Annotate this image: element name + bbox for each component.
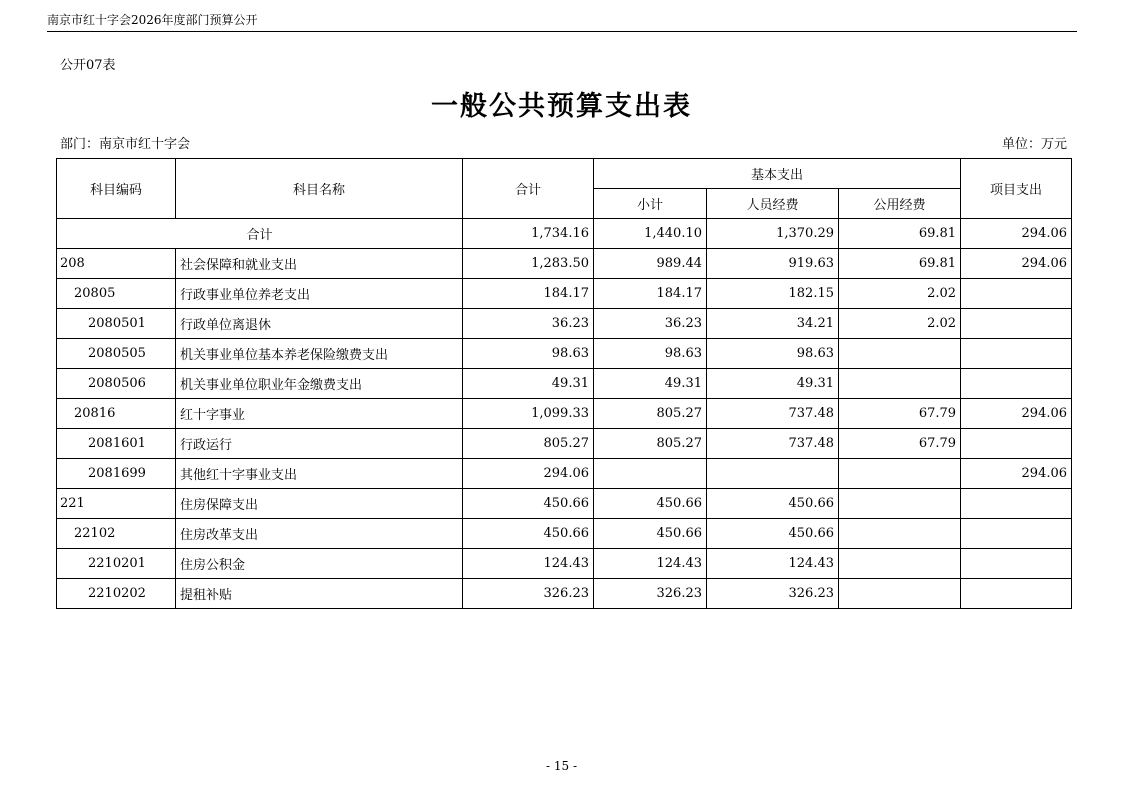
- cell-name: 行政运行: [176, 429, 463, 459]
- running-header: 南京市红十字会2026年度部门预算公开: [47, 13, 258, 27]
- cell-project: [961, 579, 1072, 609]
- cell-total: 1,283.50: [463, 249, 594, 279]
- cell-code: 20816: [57, 399, 176, 429]
- cell-public: 69.81: [839, 249, 961, 279]
- header-personnel: 人员经费: [707, 189, 839, 219]
- cell-total: 450.66: [463, 489, 594, 519]
- cell-personnel: 182.15: [707, 279, 839, 309]
- cell-subtotal: 49.31: [594, 369, 707, 399]
- total-row: [57, 219, 1072, 249]
- cell-code: 20805: [57, 279, 176, 309]
- cell-subtotal: 989.44: [594, 249, 707, 279]
- cell-name: 其他红十字事业支出: [176, 459, 463, 489]
- cell-code: 208: [57, 249, 176, 279]
- cell-public: 2.02: [839, 309, 961, 339]
- total-total: 1,734.16: [463, 219, 594, 249]
- header-subtotal: 小计: [594, 189, 707, 219]
- cell-personnel: 98.63: [707, 339, 839, 369]
- cell-subtotal: 450.66: [594, 489, 707, 519]
- table-row: [57, 579, 1072, 609]
- cell-subtotal: [594, 459, 707, 489]
- cell-personnel: 49.31: [707, 369, 839, 399]
- cell-public: 67.79: [839, 429, 961, 459]
- cell-project: [961, 519, 1072, 549]
- cell-subtotal: 98.63: [594, 339, 707, 369]
- cell-name: 住房公积金: [176, 549, 463, 579]
- cell-code: 2210202: [57, 579, 176, 609]
- page-title: 一般公共预算支出表: [431, 91, 692, 122]
- cell-personnel: 124.43: [707, 549, 839, 579]
- cell-public: [839, 459, 961, 489]
- cell-total: 124.43: [463, 549, 594, 579]
- cell-total: 294.06: [463, 459, 594, 489]
- cell-project: [961, 309, 1072, 339]
- cell-name: 住房保障支出: [176, 489, 463, 519]
- page-number: - 15 -: [545, 759, 577, 773]
- cell-name: 社会保障和就业支出: [176, 249, 463, 279]
- table-row: [57, 549, 1072, 579]
- cell-total: 805.27: [463, 429, 594, 459]
- header-project: 项目支出: [961, 159, 1072, 219]
- cell-personnel: 737.48: [707, 429, 839, 459]
- cell-code: 2081699: [57, 459, 176, 489]
- table-row: [57, 459, 1072, 489]
- cell-public: [839, 549, 961, 579]
- cell-code: 2081601: [57, 429, 176, 459]
- cell-total: 450.66: [463, 519, 594, 549]
- cell-name: 机关事业单位基本养老保险缴费支出: [176, 339, 463, 369]
- total-label: 合计: [57, 219, 463, 249]
- table-row: [57, 489, 1072, 519]
- cell-project: 294.06: [961, 459, 1072, 489]
- cell-project: 294.06: [961, 399, 1072, 429]
- cell-personnel: 450.66: [707, 519, 839, 549]
- cell-project: [961, 279, 1072, 309]
- total-public: 69.81: [839, 219, 961, 249]
- cell-public: [839, 579, 961, 609]
- cell-personnel: 326.23: [707, 579, 839, 609]
- cell-name: 住房改革支出: [176, 519, 463, 549]
- cell-subtotal: 805.27: [594, 429, 707, 459]
- table-row: [57, 519, 1072, 549]
- cell-subtotal: 326.23: [594, 579, 707, 609]
- department-label: 部门：南京市红十字会: [60, 137, 191, 152]
- cell-public: [839, 519, 961, 549]
- header-rule: [47, 31, 1077, 32]
- cell-code: 221: [57, 489, 176, 519]
- cell-subtotal: 450.66: [594, 519, 707, 549]
- cell-code: 2080501: [57, 309, 176, 339]
- cell-total: 49.31: [463, 369, 594, 399]
- cell-project: [961, 489, 1072, 519]
- cell-code: 2080506: [57, 369, 176, 399]
- table-row: [57, 279, 1072, 309]
- table-number: 公开07表: [60, 58, 116, 73]
- cell-personnel: 919.63: [707, 249, 839, 279]
- table-row: [57, 369, 1072, 399]
- cell-total: 1,099.33: [463, 399, 594, 429]
- budget-table: [56, 158, 1072, 609]
- cell-total: 184.17: [463, 279, 594, 309]
- cell-name: 提租补贴: [176, 579, 463, 609]
- cell-name: 行政单位离退休: [176, 309, 463, 339]
- header-row: [57, 159, 1072, 189]
- table-row: [57, 399, 1072, 429]
- cell-subtotal: 805.27: [594, 399, 707, 429]
- cell-public: 67.79: [839, 399, 961, 429]
- cell-public: [839, 489, 961, 519]
- total-project: 294.06: [961, 219, 1072, 249]
- table-row: [57, 309, 1072, 339]
- total-personnel: 1,370.29: [707, 219, 839, 249]
- cell-code: 22102: [57, 519, 176, 549]
- cell-public: 2.02: [839, 279, 961, 309]
- cell-subtotal: 124.43: [594, 549, 707, 579]
- table-row: [57, 339, 1072, 369]
- cell-personnel: 737.48: [707, 399, 839, 429]
- cell-subtotal: 36.23: [594, 309, 707, 339]
- cell-public: [839, 369, 961, 399]
- cell-project: [961, 369, 1072, 399]
- cell-name: 机关事业单位职业年金缴费支出: [176, 369, 463, 399]
- cell-project: [961, 429, 1072, 459]
- header-total: 合计: [463, 159, 594, 219]
- header-public: 公用经费: [839, 189, 961, 219]
- cell-personnel: 34.21: [707, 309, 839, 339]
- cell-project: 294.06: [961, 249, 1072, 279]
- cell-total: 98.63: [463, 339, 594, 369]
- header-name: 科目名称: [176, 159, 463, 219]
- cell-public: [839, 339, 961, 369]
- header-code: 科目编码: [57, 159, 176, 219]
- cell-total: 326.23: [463, 579, 594, 609]
- cell-code: 2080505: [57, 339, 176, 369]
- cell-total: 36.23: [463, 309, 594, 339]
- cell-name: 红十字事业: [176, 399, 463, 429]
- table-row: [57, 249, 1072, 279]
- total-subtotal: 1,440.10: [594, 219, 707, 249]
- header-basic: 基本支出: [594, 159, 961, 189]
- table-row: [57, 429, 1072, 459]
- cell-subtotal: 184.17: [594, 279, 707, 309]
- cell-project: [961, 339, 1072, 369]
- cell-personnel: 450.66: [707, 489, 839, 519]
- unit-label: 单位：万元: [1001, 137, 1067, 152]
- cell-personnel: [707, 459, 839, 489]
- cell-project: [961, 549, 1072, 579]
- cell-name: 行政事业单位养老支出: [176, 279, 463, 309]
- cell-code: 2210201: [57, 549, 176, 579]
